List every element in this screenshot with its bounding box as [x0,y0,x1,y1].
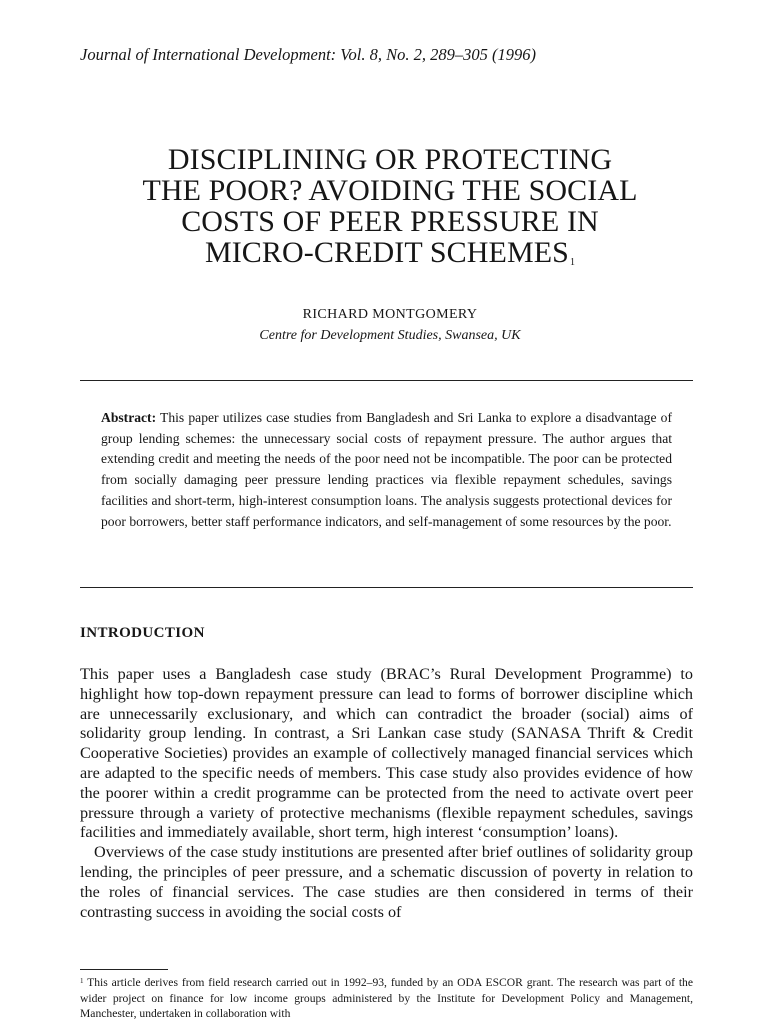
introduction-paragraph-2: Overviews of the case study institutions are presented after brief outlines of solidarity group lending, the principles of peer pressure, and a schematic discussion of poverty in relation to the roles of financial services. The case studies are then considered in terms of their contrasting success in avoiding the social costs of [80,843,693,921]
journal-header: Journal of International Development: Vol. 8, No. 2, 289–305 (1996) [80,45,536,64]
article-title [80,144,700,268]
section-heading-introduction: INTRODUCTION [80,625,205,641]
abstract-label: Abstract: [101,410,157,425]
footnote-mark: 1 [80,977,84,985]
abstract [101,408,672,532]
author-name: RICHARD MONTGOMERY [302,307,478,322]
title-line-2: THE POOR? AVOIDING THE SOCIAL [142,174,638,207]
footnote-text: This article derives from field research carried out in 1992–93, funded by an ODA ESCOR grant. The research was part of the wider project on finance for low income groups administered by the Institute for Development Policy and Management, Manchester, undertaken in collaboration with [80,976,693,1020]
abstract-top-rule [80,380,693,381]
abstract-bottom-rule [80,587,693,588]
introduction-body [80,665,693,922]
introduction-paragraph-1: This paper uses a Bangladesh case study (BRAC’s Rural Development Programme) to highlight how top-down repayment pressure can lead to forms of borrower discipline which are unnecessarily exclusionary, and which can contradict the broader (social) aims of solidarity group lending. In contrast, a Sri Lankan case study (SANASA Thrift & Credit Cooperative Societies) provides an example of collectively managed financial services which are adapted to the specific needs of members. This case study also provides evidence of how the poorer within a credit programme can be protected from the need to activate overt peer pressure through a variety of protective mechanisms (flexible repayment schedules, savings facilities and immediately available, short term, high interest ‘consumption’ loans). [80,665,693,842]
title-line-4: MICRO-CREDIT SCHEMES [204,236,569,269]
title-line-1: DISCIPLINING OR PROTECTING [167,143,613,176]
title-line-3: COSTS OF PEER PRESSURE IN [181,205,599,238]
footnote-rule [80,969,168,970]
author-affiliation: Centre for Development Studies, Swansea, UK [259,328,521,343]
abstract-text: This paper utilizes case studies from Bangladesh and Sri Lanka to explore a disadvantage of group lending schemes: the unnecessary social costs of repayment pressure. The author argues that extending credit and meeting the needs of the poor need not be incompatible. The poor can be protected from socially damaging peer pressure lending practices via flexible repayment schedules, savings facilities and short-term, high-interest consumption loans. The analysis suggests protectional devices for poor borrowers, better staff performance indicators, and self-management of some resources by the poor. [101,410,672,529]
footnote [80,975,693,1022]
title-footnote-mark: 1 [569,257,576,268]
